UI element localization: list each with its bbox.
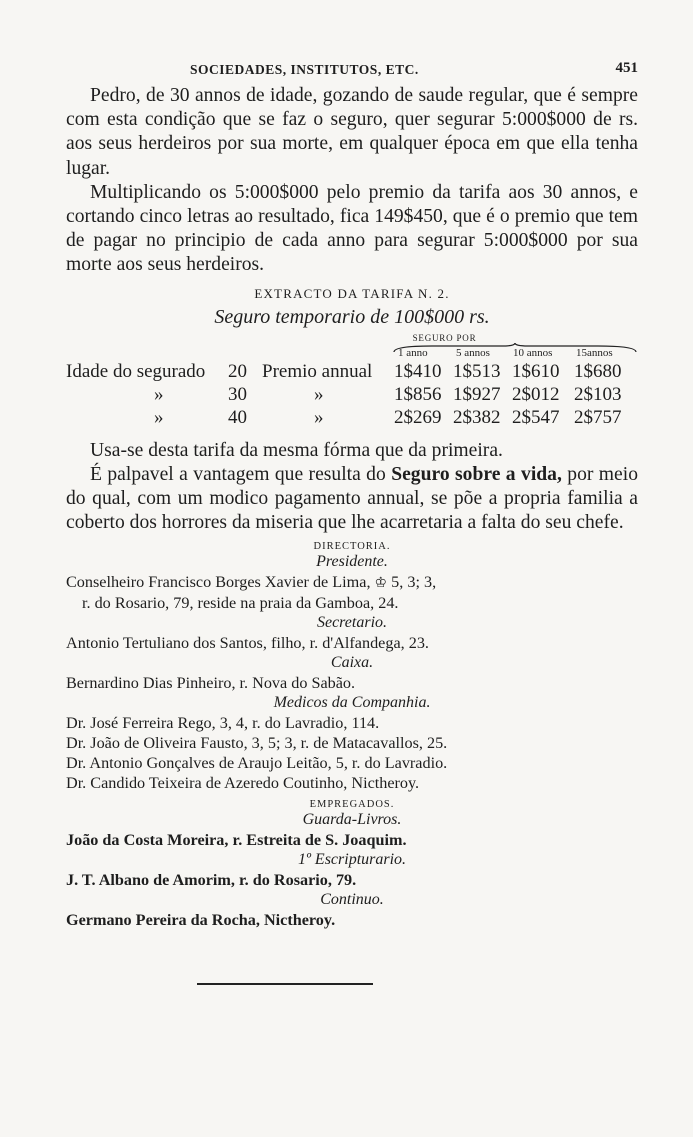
value-cell: 1$410 <box>394 360 442 382</box>
value-cell: 1$680 <box>574 360 622 382</box>
page-number: 451 <box>615 60 638 76</box>
role-escripturario: 1º Escripturario. <box>297 851 407 869</box>
employees-title: EMPREGADOS. <box>309 799 395 811</box>
entry-presidente-honours: 5, 3; 3, <box>391 573 437 592</box>
seguro-por-label: SEGURO POR <box>412 332 477 343</box>
row-label: Idade do segurado <box>66 360 206 382</box>
paragraph-advantage <box>66 463 638 536</box>
premium-label: Premio annual <box>262 360 373 382</box>
value-cell: 2$269 <box>394 406 442 428</box>
table-subtitle: Seguro temporario de 100$000 rs. <box>214 305 490 328</box>
entry-escripturario: J. T. Albano de Amorim, r. do Rosario, 79. <box>66 871 357 890</box>
entry-caixa: Bernardino Dias Pinheiro, r. Nova do Sabão. <box>66 674 356 693</box>
entry-guarda-livros: João da Costa Moreira, r. Estreita de S. Joaquim. <box>66 831 407 850</box>
paragraph-example-text: Pedro, de 30 annos de idade, gozando de saude regular, que é sempre com esta condição que se faz o seguro, quer segurar 5:000$000 de rs. aos seus herdeiros por sua morte, em qualquer época em que ella tenha lugar. <box>66 85 638 179</box>
entry-presidente-address: r. do Rosario, 79, reside na praia da Gamboa, 24. <box>82 594 399 613</box>
year-header: 5 annos <box>456 346 490 359</box>
paragraph-usage-text: Usa-se desta tarifa da mesma fórma que da primeira. <box>90 439 503 461</box>
value-cell: 2$757 <box>574 406 622 428</box>
ditto-mark: » <box>154 406 164 428</box>
role-caixa: Caixa. <box>330 654 374 672</box>
role-presidente: Presidente. <box>316 553 388 571</box>
ditto-mark: » <box>314 383 324 405</box>
paragraph-calculation <box>66 181 638 278</box>
year-header: 1 anno <box>398 346 428 359</box>
ditto-mark: » <box>314 406 324 428</box>
running-title: SOCIEDADES, INSTITUTOS, ETC. <box>190 62 419 77</box>
entry-presidente-name: Conselheiro Francisco Borges Xavier de Lima, <box>66 573 371 592</box>
age-cell: 20 <box>228 360 247 382</box>
role-guarda-livros: Guarda-Livros. <box>302 811 402 829</box>
paragraph-example <box>66 84 638 181</box>
tariff-table <box>66 346 638 433</box>
table-title: EXTRACTO DA TARIFA N. 2. <box>254 285 450 301</box>
role-secretario: Secretario. <box>316 614 388 632</box>
ditto-mark: » <box>154 383 164 405</box>
page-header <box>66 58 638 84</box>
age-cell: 30 <box>228 383 247 405</box>
year-header: 10 annos <box>513 346 553 359</box>
paragraph-usage <box>66 439 638 463</box>
entry-medico: Dr. José Ferreira Rego, 3, 4, r. do Lavradio, 114. <box>66 714 380 733</box>
value-cell: 1$927 <box>453 383 501 405</box>
directory-title: DIRECTORIA. <box>313 541 391 553</box>
entry-medico: Dr. Antonio Gonçalves de Araujo Leitão, 5, r. do Lavradio. <box>66 754 448 773</box>
end-rule <box>197 983 373 985</box>
page <box>66 58 638 930</box>
decoration-icon: ♔ <box>374 575 388 592</box>
age-cell: 40 <box>228 406 247 428</box>
paragraph-advantage-start: É palpavel a vantagem que resulta do <box>90 463 386 485</box>
entry-medico: Dr. Candido Teixeira de Azeredo Coutinho, Nictheroy. <box>66 774 420 793</box>
role-continuo: Continuo. <box>320 891 384 909</box>
value-cell: 2$103 <box>574 383 622 405</box>
entry-continuo: Germano Pereira da Rocha, Nictheroy. <box>66 911 336 930</box>
value-cell: 1$856 <box>394 383 442 405</box>
entry-secretario: Antonio Tertuliano dos Santos, filho, r. d'Alfandega, 23. <box>66 634 429 653</box>
year-header: 15annos <box>576 346 613 359</box>
paragraph-advantage-bold: Seguro sobre a vida, <box>391 463 562 485</box>
value-cell: 2$382 <box>453 406 501 428</box>
entry-medico: Dr. João de Oliveira Fausto, 3, 5; 3, r. de Matacavallos, 25. <box>66 734 448 753</box>
paragraph-calculation-text: Multiplicando os 5:000$000 pelo premio da tarifa aos 30 annos, e cortando cinco letras ao resultado, fica 149$450, que é o premio que tem de pagar no principio de cada anno para segurar 5:000$000 por sua morte aos seus herdeiros. <box>66 181 638 276</box>
role-medicos: Medicos da Companhia. <box>273 694 431 712</box>
entry-presidente <box>66 572 638 593</box>
paragraph-advantage-end: por meio do qual, com um modico pagamento annual, se põe a propria familia a coberto dos horrores da miseria que lhe acarretaria a falta do seu chefe. <box>66 463 638 534</box>
value-cell: 2$012 <box>512 383 560 405</box>
value-cell: 1$513 <box>453 360 501 382</box>
value-cell: 2$547 <box>512 406 560 428</box>
value-cell: 1$610 <box>512 360 560 382</box>
